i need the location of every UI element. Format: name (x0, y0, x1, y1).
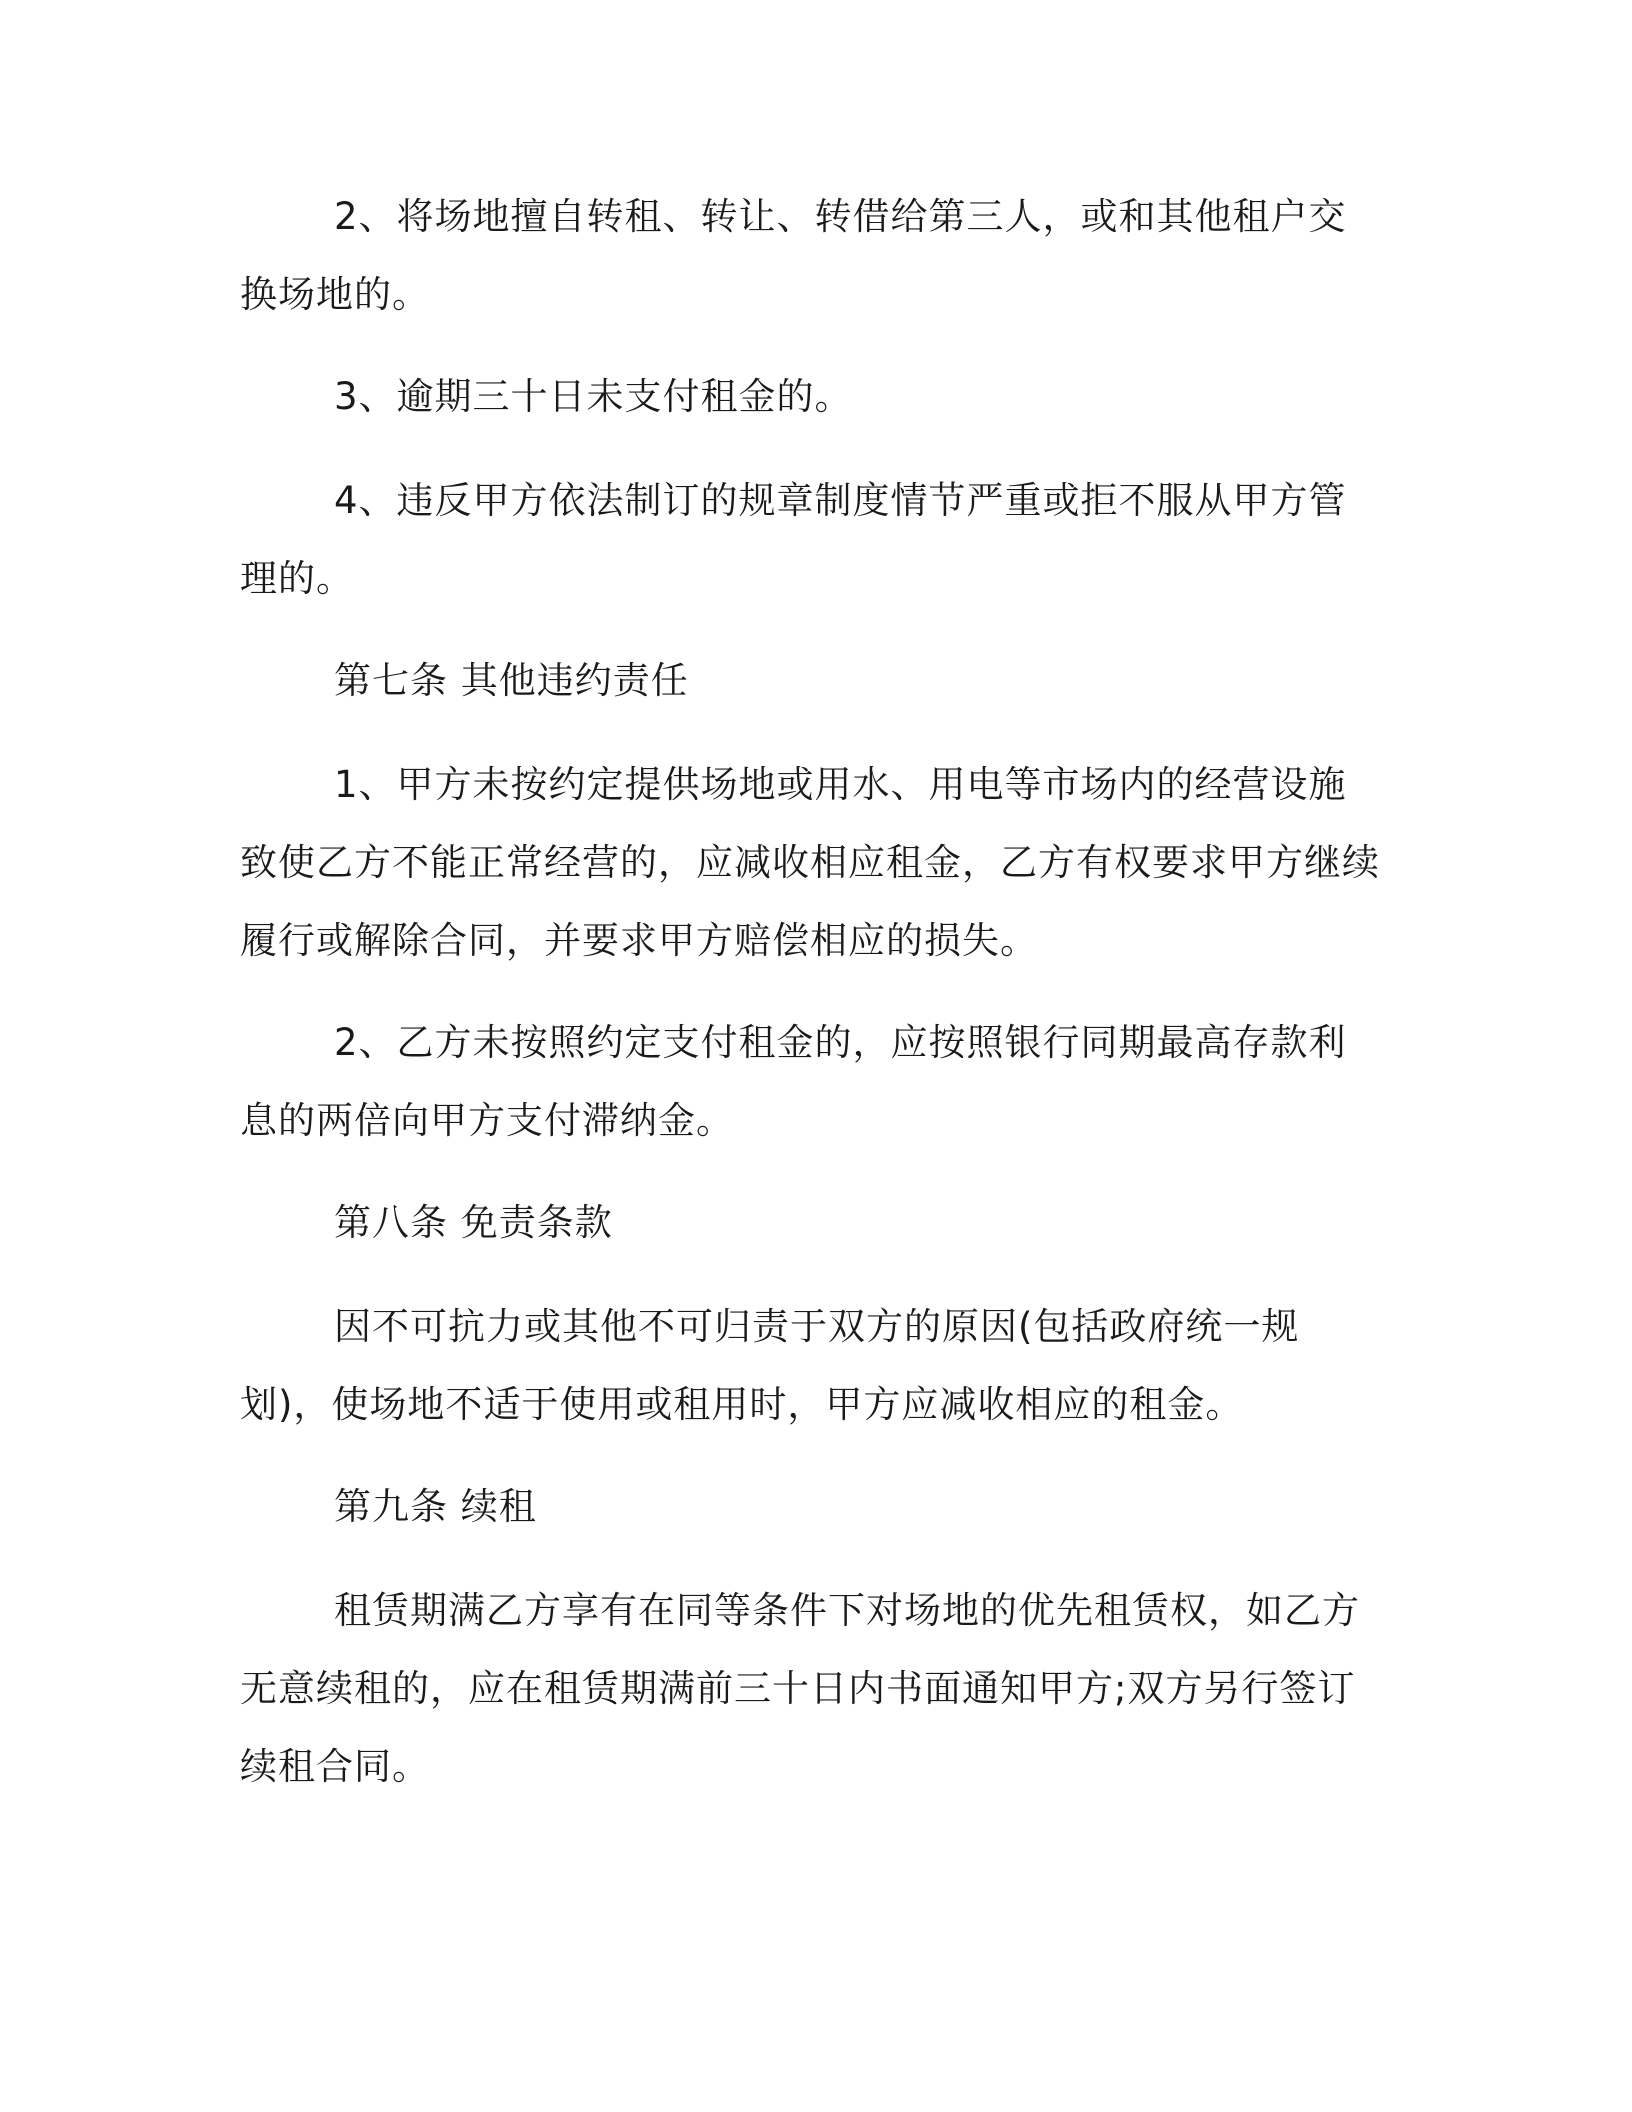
article-9-body-paragraph: 租赁期满乙方享有在同等条件下对场地的优先租赁权，如乙方无意续租的，应在租赁期满前三十日内书面通知甲方;双方另行签订续租合同。 (240, 1589, 1360, 1788)
article-9-heading: 第九条 续租 (334, 1485, 537, 1528)
article-8-heading: 第八条 免责条款 (334, 1201, 613, 1244)
clause-3-paragraph: 3、逾期三十日未支付租金的。 (334, 375, 853, 418)
article-8-body-paragraph: 因不可抗力或其他不可归责于双方的原因(包括政府统一规划)，使场地不适于使用或租用时，甲方应减收相应的租金。 (240, 1305, 1300, 1426)
article-7-item-2-paragraph: 2、乙方未按照约定支付租金的，应按照银行同期最高存款利息的两倍向甲方支付滞纳金。 (240, 1021, 1347, 1142)
article-7-item-1-paragraph: 1、甲方未按约定提供场地或用水、用电等市场内的经营设施致使乙方不能正常经营的，应减收相应租金，乙方有权要求甲方继续履行或解除合同，并要求甲方赔偿相应的损失。 (240, 763, 1380, 962)
clause-4-paragraph: 4、违反甲方依法制订的规章制度情节严重或拒不服从甲方管理的。 (240, 479, 1347, 600)
article-7-heading: 第七条 其他违约责任 (334, 659, 689, 702)
clause-2-paragraph: 2、将场地擅自转租、转让、转借给第三人，或和其他租户交换场地的。 (240, 195, 1347, 316)
